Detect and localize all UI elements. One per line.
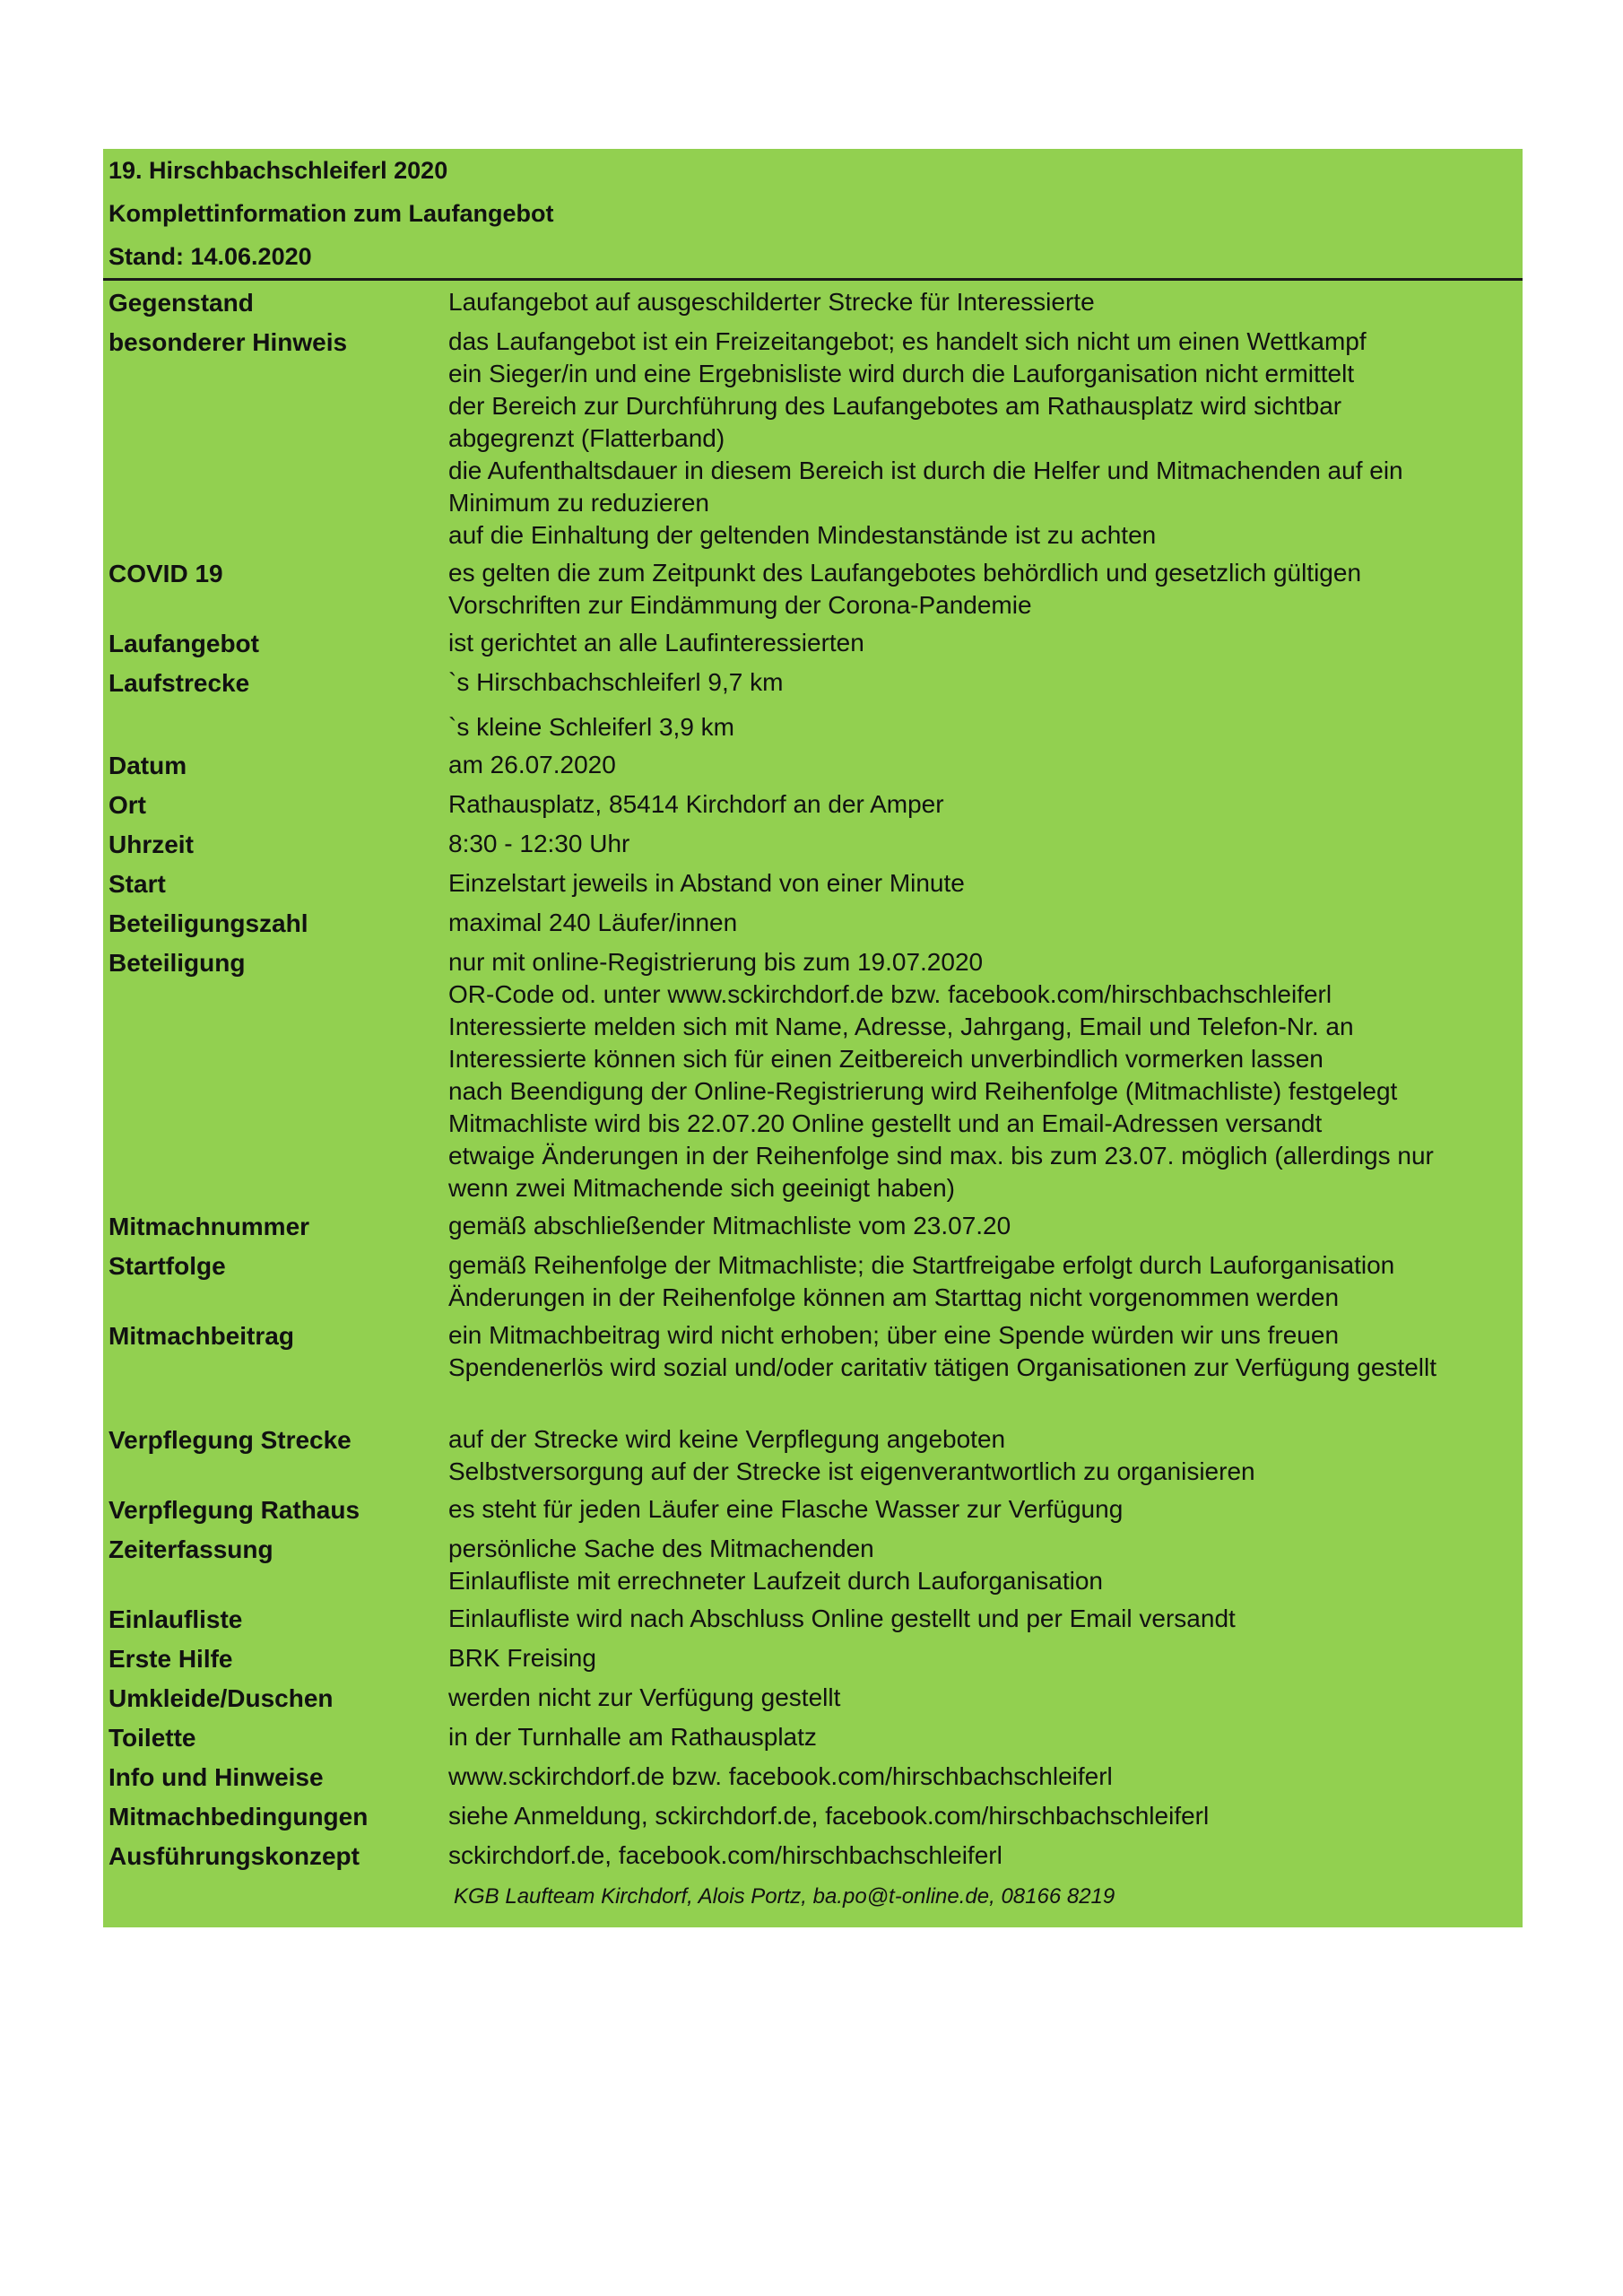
row-value <box>448 1800 1523 1834</box>
info-table <box>103 281 1523 1874</box>
value-line: 8:30 - 12:30 Uhr <box>448 830 630 857</box>
info-row <box>103 1244 1523 1314</box>
info-row <box>103 862 1523 901</box>
document-date: Stand: 14.06.2020 <box>103 235 1523 281</box>
value-line: abgegrenzt (Flatterband) <box>448 424 725 452</box>
row-label: Start <box>108 870 166 898</box>
row-label: Gegenstand <box>108 289 254 317</box>
value-line: Laufangebot auf ausgeschilderter Strecke für Interessierte <box>448 288 1095 316</box>
info-row <box>103 320 1523 552</box>
row-label: Verpflegung Strecke <box>108 1426 352 1454</box>
value-line: wenn zwei Mitmachende sich geeinigt haben) <box>448 1174 955 1202</box>
value-line: Selbstversorgung auf der Strecke ist eigenverantwortlich zu organisieren <box>448 1457 1255 1485</box>
value-line: maximal 240 Läufer/innen <box>448 909 738 936</box>
info-row <box>103 1314 1523 1384</box>
row-label: Beteiligung <box>108 949 246 977</box>
info-sheet <box>103 149 1523 1927</box>
value-line: auf die Einhaltung der geltenden Mindestanstände ist zu achten <box>448 521 1157 549</box>
row-label: Ausführungskonzept <box>108 1842 360 1870</box>
row-value <box>448 627 1523 661</box>
row-value <box>448 1642 1523 1676</box>
value-line: das Laufangebot ist ein Freizeitangebot; es handelt sich nicht um einen Wettkampf <box>448 327 1367 355</box>
value-line: BRK Freising <box>448 1644 596 1672</box>
row-label: COVID 19 <box>108 560 223 587</box>
row-value <box>448 1319 1523 1384</box>
row-label: besonderer Hinweis <box>108 328 348 356</box>
value-line: ein Mitmachbeitrag wird nicht erhoben; über eine Spende würden wir uns freuen <box>448 1321 1340 1349</box>
row-spacer <box>103 1384 1523 1418</box>
value-line: Interessierte melden sich mit Name, Adresse, Jahrgang, Email und Telefon-Nr. an <box>448 1013 1354 1040</box>
value-line: werden nicht zur Verfügung gestellt <box>448 1683 841 1711</box>
row-value <box>448 1761 1523 1795</box>
value-line: auf der Strecke wird keine Verpflegung angeboten <box>448 1425 1006 1453</box>
row-label: Ort <box>108 791 146 819</box>
row-label: Umkleide/Duschen <box>108 1684 334 1712</box>
row-value <box>448 788 1523 822</box>
row-value <box>448 1493 1523 1527</box>
row-value <box>448 907 1523 941</box>
value-line: Spendenerlös wird sozial und/oder caritativ tätigen Organisationen zur Verfügung gestellt <box>448 1353 1436 1381</box>
info-row <box>103 281 1523 320</box>
value-line: Rathausplatz, 85414 Kirchdorf an der Amper <box>448 790 944 818</box>
info-row <box>103 901 1523 941</box>
row-value <box>448 946 1523 1205</box>
row-label: Startfolge <box>108 1252 226 1280</box>
info-row <box>103 1637 1523 1676</box>
row-label: Laufstrecke <box>108 669 250 697</box>
value-line: Vorschriften zur Eindämmung der Corona-Pandemie <box>448 591 1032 619</box>
value-line: gemäß abschließender Mitmachliste vom 23.07.20 <box>448 1212 1011 1239</box>
row-value <box>448 749 1523 783</box>
row-value <box>448 867 1523 901</box>
value-line: Mitmachliste wird bis 22.07.20 Online gestellt und an Email-Adressen versandt <box>448 1109 1323 1137</box>
row-value <box>448 1839 1523 1874</box>
value-line: Minimum zu reduzieren <box>448 489 709 517</box>
info-row <box>103 1418 1523 1488</box>
info-row <box>103 1597 1523 1637</box>
row-value <box>448 666 1523 744</box>
row-label: Laufangebot <box>108 630 259 657</box>
info-row <box>103 822 1523 862</box>
value-line: die Aufenthaltsdauer in diesem Bereich ist durch die Helfer und Mitmachenden auf ein <box>448 457 1403 484</box>
value-line: sckirchdorf.de, facebook.com/hirschbachschleiferl <box>448 1841 1002 1869</box>
value-line: Einlaufliste mit errechneter Laufzeit durch Lauforganisation <box>448 1567 1103 1595</box>
value-line: Einlaufliste wird nach Abschluss Online gestellt und per Email versandt <box>448 1605 1236 1632</box>
value-line: der Bereich zur Durchführung des Laufangebotes am Rathausplatz wird sichtbar <box>448 392 1342 420</box>
row-label: Beteiligungszahl <box>108 909 308 937</box>
row-label: Mitmachnummer <box>108 1213 310 1240</box>
value-line: Änderungen in der Reihenfolge können am Starttag nicht vorgenommen werden <box>448 1283 1340 1311</box>
row-value <box>448 1603 1523 1637</box>
value-line: OR-Code od. unter www.sckirchdorf.de bzw. facebook.com/hirschbachschleiferl <box>448 980 1332 1008</box>
row-value <box>448 1533 1523 1597</box>
info-row <box>103 622 1523 661</box>
row-value <box>448 828 1523 862</box>
row-label: Erste Hilfe <box>108 1645 233 1673</box>
info-row <box>103 1488 1523 1527</box>
info-row <box>103 661 1523 744</box>
info-row <box>103 1834 1523 1874</box>
info-row <box>103 1205 1523 1244</box>
row-label: Mitmachbedingungen <box>108 1803 369 1831</box>
value-line: persönliche Sache des Mitmachenden <box>448 1535 874 1562</box>
value-line: ein Sieger/in und eine Ergebnisliste wird durch die Lauforganisation nicht ermittelt <box>448 360 1355 387</box>
row-value <box>448 326 1523 552</box>
value-line: www.sckirchdorf.de bzw. facebook.com/hirschbachschleiferl <box>448 1762 1113 1790</box>
info-row <box>103 1716 1523 1755</box>
info-row <box>103 1755 1523 1795</box>
value-line: `s Hirschbachschleiferl 9,7 km <box>448 668 784 696</box>
row-value <box>448 1423 1523 1488</box>
contact-footer: KGB Laufteam Kirchdorf, Alois Portz, ba.po@t-online.de, 08166 8219 <box>454 1884 1115 1909</box>
value-line: es steht für jeden Läufer eine Flasche Wasser zur Verfügung <box>448 1495 1124 1523</box>
row-value <box>448 1721 1523 1755</box>
row-label: Datum <box>108 752 187 779</box>
value-line: nach Beendigung der Online-Registrierung wird Reihenfolge (Mitmachliste) festgelegt <box>448 1077 1398 1105</box>
value-line: Einzelstart jeweils in Abstand von einer Minute <box>448 869 965 897</box>
value-line: es gelten die zum Zeitpunkt des Laufangebotes behördlich und gesetzlich gültigen <box>448 559 1362 587</box>
value-line: etwaige Änderungen in der Reihenfolge sind max. bis zum 23.07. möglich (allerdings nur <box>448 1142 1434 1170</box>
value-line: am 26.07.2020 <box>448 751 616 778</box>
value-line: nur mit online-Registrierung bis zum 19.07.2020 <box>448 948 984 976</box>
row-label: Mitmachbeitrag <box>108 1322 294 1350</box>
row-value <box>448 1682 1523 1716</box>
info-row <box>103 1795 1523 1834</box>
value-line: ist gerichtet an alle Laufinteressierten <box>448 629 864 657</box>
value-line: gemäß Reihenfolge der Mitmachliste; die Startfreigabe erfolgt durch Lauforganisation <box>448 1251 1395 1279</box>
info-row <box>103 552 1523 622</box>
value-line: `s kleine Schleiferl 3,9 km <box>448 713 735 741</box>
value-line: siehe Anmeldung, sckirchdorf.de, facebook.com/hirschbachschleiferl <box>448 1802 1210 1830</box>
info-row <box>103 1676 1523 1716</box>
info-row <box>103 744 1523 783</box>
row-label: Uhrzeit <box>108 831 194 858</box>
document-subtitle: Komplettinformation zum Laufangebot <box>108 200 554 227</box>
row-value <box>448 1210 1523 1244</box>
value-line: Interessierte können sich für einen Zeitbereich unverbindlich vormerken lassen <box>448 1045 1324 1073</box>
row-value <box>448 557 1523 622</box>
row-label: Toilette <box>108 1724 196 1752</box>
value-line: in der Turnhalle am Rathausplatz <box>448 1723 817 1751</box>
row-label: Zeiterfassung <box>108 1535 273 1563</box>
row-label: Einlaufliste <box>108 1605 243 1633</box>
row-label: Verpflegung Rathaus <box>108 1496 360 1524</box>
row-label: Info und Hinweise <box>108 1763 324 1791</box>
document-title: 19. Hirschbachschleiferl 2020 <box>108 157 448 184</box>
info-row <box>103 1527 1523 1597</box>
row-value <box>448 286 1523 320</box>
info-row <box>103 941 1523 1205</box>
row-value <box>448 1249 1523 1314</box>
info-row <box>103 783 1523 822</box>
